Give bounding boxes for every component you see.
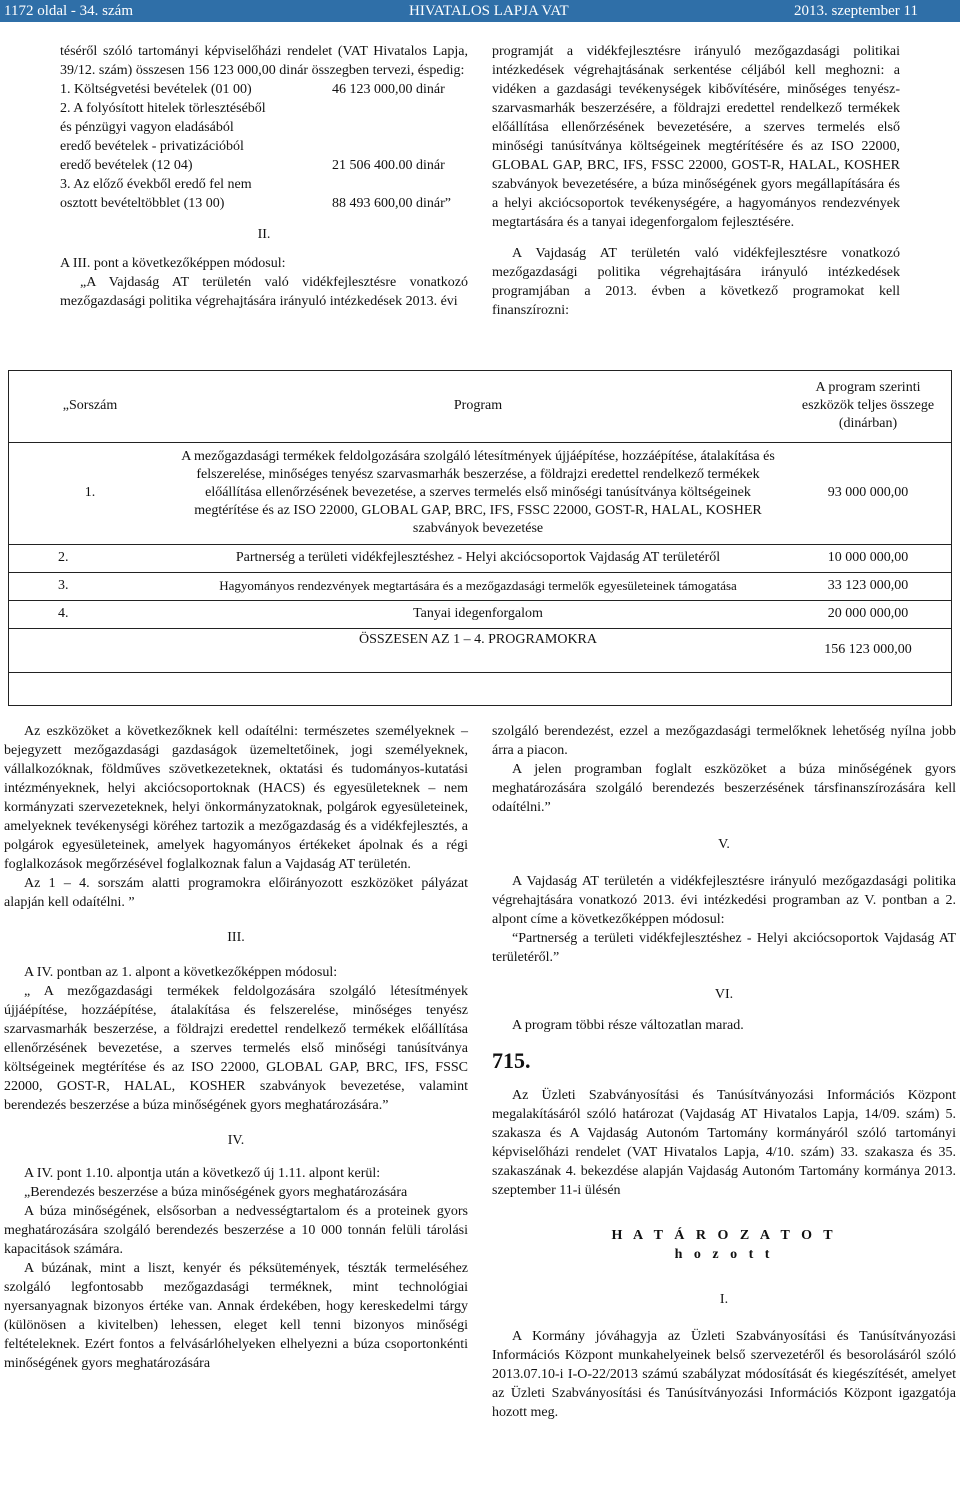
total-amount: 156 123 000,00 (784, 628, 952, 672)
table-row (8, 600, 952, 628)
section-heading: I. (719, 1292, 729, 1307)
item-label: eredő bevételek (12 04) (60, 158, 193, 173)
text-paragraph: programját a vidékfejlesztésre irányuló mezőgazdasági politikai intézkedések végrehajtásának serkentése céljából kell meghozni: a vidéken a gazdasági tevékenységek kibővítésére, minőséges tenyész-szarvasmarhák beszerzésére, a földrajzi eredettel rendelkező termékek előállítása ellenőrzésének bevezetésére, a szerves termelés első minőségi tanúsítványa költségeinek megtérítésére és az ISO 22000, GLOBAL GAP, BRC, IFS, FSSC 22000, GOST-R, HALAL, KOSHER szabványok bevezetésére, a búza minőségének gyors megállapítására és a helyi akciócsoportok tevékenységére, a hagyományos rendezvények megtartására és a tanyai idegenforgalom fejlesztésére. (492, 44, 900, 230)
row-program: A mezőgazdasági termékek feldolgozására szolgáló létesítmények újjáépítése, hozzáépítése, átalakítása és felszerelése, minőséges tenyész szarvasmarhák beszerzése, a földrajzi eredettel rendelkező termékek előállítása ellenőrzésének bevezetése, a szerves termelés első minőségi tanúsítványa költségeinek megtérítése és az ISO 22000, GLOBAL GAP, BRC, IFS, FSSC 22000, GOST-R, HALAL, KOSHER szabványok bevezetése (172, 442, 784, 544)
row-number: 3. (8, 572, 172, 600)
text-paragraph: szolgáló berendezést, ezzel a mezőgazdasági termelőknek lehetőség nyílna jobb árra a piacon. (492, 724, 956, 758)
text-paragraph: „ A mezőgazdasági termékek feldolgozására szolgáló létesítmények újjáépítése, hozzáépítése, átalakítása és felszerelése, minőséges tenyész szarvasmarhák beszerzése, a földrajzi eredettel rendelkező termékek előállítása ellenőrzésének bevezetése, a szerves termelés első minőségi tanúsítványa költségeinek megtérítése és az ISO 22000, GLOBAL GAP, BRC, IFS, FSSC 22000, GOST-R, HALAL, KOSHER szabványok bevezetése, valamint berendezés beszerzése a búza minőségének gyors meghatározására.” (4, 984, 468, 1113)
text-paragraph: téséről szóló tartományi képviselőházi rendelet (VAT Hivatalos Lapja, 39/12. szám) összesen 156 123 000,00 dinár összegben tervezi, éspedig: (60, 44, 468, 78)
top-right-column (492, 42, 900, 320)
item-value: 46 123 000,00 dinár (332, 82, 445, 97)
item-value: 88 493 600,00 dinár” (332, 196, 451, 211)
text-paragraph: A Kormány jóváhagyja az Üzleti Szabványosítási és Tanúsítványozási Információs Központ munkahelyeinek belső szervezetéről és besorolásáról szóló 2013.07.10-i I-O-22/2013 számú szabályzat módosítását és kiegészítését, amelyet az Üzleti Szabványosítási és Tanúsítványozási Információs Központ igazgatója hozott meg. (492, 1329, 956, 1420)
row-number (8, 628, 172, 672)
table-row (8, 572, 952, 600)
header-publication: HIVATALOS LAPJA VAT (409, 3, 569, 19)
top-left-column (60, 42, 468, 311)
text-paragraph: “Partnerség a területi vidékfejlesztéshez - Helyi akciócsoportok Vajdaság AT területéről.” (492, 931, 956, 965)
text-paragraph: A III. pont a következőképpen módosul: (60, 256, 286, 271)
header-page-number: 1172 oldal - 34. szám (4, 3, 134, 19)
section-heading: IV. (227, 1133, 245, 1148)
section-heading: III. (227, 930, 245, 945)
row-amount: 93 000 000,00 (784, 442, 952, 544)
text-paragraph: A IV. pontban az 1. alpont a következőképpen módosul: (24, 965, 338, 980)
text-paragraph: Az eszközöket a következőknek kell odaítélni: természetes személyeknek – bejegyzett mezőgazdasági gazdaságok üzemeltetőinek, jogi személyeknek, vállalkozóknak, földműves szövetkezeteknek, oktatási és tudományos-kutatási intézményeknek, helyi akciócsoportoknak (HACS) és egyesületeknek – nem kormányzati szervezeteknek, helyi önkormányzatoknak, polgárok egyesületeinek, amelyeknek tevékenységi köréhez tartozik a mezőgazdaság és a vidékfejlesztés, a polgárok egyesületeinek, amelyek hagyományos értékeket ápolnak és a régi foglalkozások megőrzésével foglalkoznak falun a Vajdaság AT területén. (4, 724, 468, 872)
item-label: osztott bevételtöbblet (13 00) (60, 196, 225, 211)
item-label: 1. Költségvetési bevételek (01 00) (60, 82, 252, 97)
budget-item-3 (60, 194, 468, 213)
header-amount: A program szerinti eszközök teljes összege (dinárban) (784, 370, 952, 442)
section-heading: V. (718, 837, 730, 852)
text-paragraph: Az 1 – 4. sorszám alatti programokra előirányozott eszközöket pályázat alapján kell odaítélni. ” (4, 876, 468, 910)
row-amount: 20 000 000,00 (784, 600, 952, 628)
header-sorszam: „Sorszám (8, 370, 172, 442)
program-table (8, 370, 952, 700)
text-paragraph: A búza minőségének, elsősorban a nedvességtartalom és a proteinek gyors meghatározására szolgáló berendezés beszerzése a 10 000 tonnán felüli tárolási kapacitások számára. (4, 1204, 468, 1257)
table-row (8, 442, 952, 544)
table-row (8, 544, 952, 572)
item-line: eredő bevételek - privatizációból (60, 139, 244, 154)
text-paragraph: A IV. pont 1.10. alpontja után a következő új 1.11. alpont kerül: (24, 1166, 381, 1181)
row-program: Tanyai idegenforgalom (172, 600, 784, 628)
page-header (0, 0, 960, 22)
row-number: 1. (8, 442, 172, 544)
text-paragraph: A Vajdaság AT területén a vidékfejlesztésre irányuló mezőgazdasági politika végrehajtására vonatkozó 2013. évi intézkedési programban az V. pontban a 2. alpont címe a következőképpen módosul: (492, 874, 956, 927)
row-amount: 10 000 000,00 (784, 544, 952, 572)
text-paragraph: A program többi része változatlan marad. (512, 1018, 744, 1033)
bottom-right-column (492, 722, 956, 1422)
text-paragraph: „A Vajdaság AT területén való vidékfejlesztésre vonatkozó mezőgazdasági politika végrehajtására irányuló intézkedések 2013. évi (60, 275, 468, 309)
row-amount: 33 123 000,00 (784, 572, 952, 600)
decision-number: 715. (492, 1048, 531, 1073)
header-program: Program (172, 370, 784, 442)
table-total-row (8, 628, 952, 672)
item-value: 21 506 400.00 dinár (332, 158, 445, 173)
table-header-row (8, 370, 952, 442)
row-number: 2. (8, 544, 172, 572)
text-paragraph: A jelen programban foglalt eszközöket a búza minőségének gyors meghatározására szolgáló berendezés beszerzésének társfinanszírozására kell odaítélni.” (492, 762, 956, 815)
section-heading: II. (257, 227, 271, 242)
row-number: 4. (8, 600, 172, 628)
text-paragraph: A búzának, mint a liszt, kenyér és péksütemények, tészták termeléséhez szolgáló legfontosabb mezőgazdasági terméknek, mint technológiai nyersanyagnak bizonyos értéke van. Annak érdekében, hogy kereskedelmi tárgy (különösen a kivitelben) lehessen, eleget kell tenni bizonyos minőségi feltételeknek. Ezért fontos a felvásárlóhelyeken elhelyezni a búza csoportonkénti minőségének gyors meghatározására (4, 1261, 468, 1371)
text-paragraph: Az Üzleti Szabványosítási és Tanúsítványozási Információs Központ megalakításáról szóló határozat (Vajdaság AT Hivatalos Lapja, 14/09. szám) 5. szakasza és A Vajdaság Autonóm Tartomány kormányáról szóló tartományi képviselőházi rendelet (VAT Hivatalos Lapja, 4/10. szám) 33. szakasza és 35. szakaszának 4. bekezdése alapján Vajdaság Autonóm Tartomány kormánya 2013. szeptember 11-i ülésén (492, 1088, 956, 1198)
item-line: 2. A folyósított hitelek törlesztéséből (60, 101, 266, 116)
row-program: Partnerség a területi vidékfejlesztéshez - Helyi akciócsoportok Vajdaság AT területéről (172, 544, 784, 572)
bottom-left-column (4, 722, 468, 1373)
text-paragraph: „Berendezés beszerzése a búza minőségének gyors meghatározására (24, 1185, 408, 1200)
row-program: Hagyományos rendezvények megtartására és a mezőgazdasági termelők egyesületeinek támogatása (172, 572, 784, 600)
decision-subtitle: h o z o t t (674, 1247, 774, 1262)
item-line: és pénzügyi vagyon eladásából (60, 120, 234, 135)
budget-item-2 (60, 156, 468, 175)
text-paragraph: A Vajdaság AT területén való vidékfejlesztésre vonatkozó mezőgazdasági politika végrehajtására irányuló intézkedések programjában a 2013. évben a következő programokat kell finanszírozni: (492, 246, 900, 318)
budget-item-1 (60, 80, 468, 99)
item-line: 3. Az előző évekből eredő fel nem (60, 177, 252, 192)
total-label: ÖSSZESEN AZ 1 – 4. PROGRAMOKRA (172, 628, 784, 672)
section-heading: VI. (714, 987, 734, 1002)
decision-title: H A T Á R O Z A T O T (611, 1228, 837, 1243)
header-date: 2013. szeptember 11 (794, 3, 918, 19)
